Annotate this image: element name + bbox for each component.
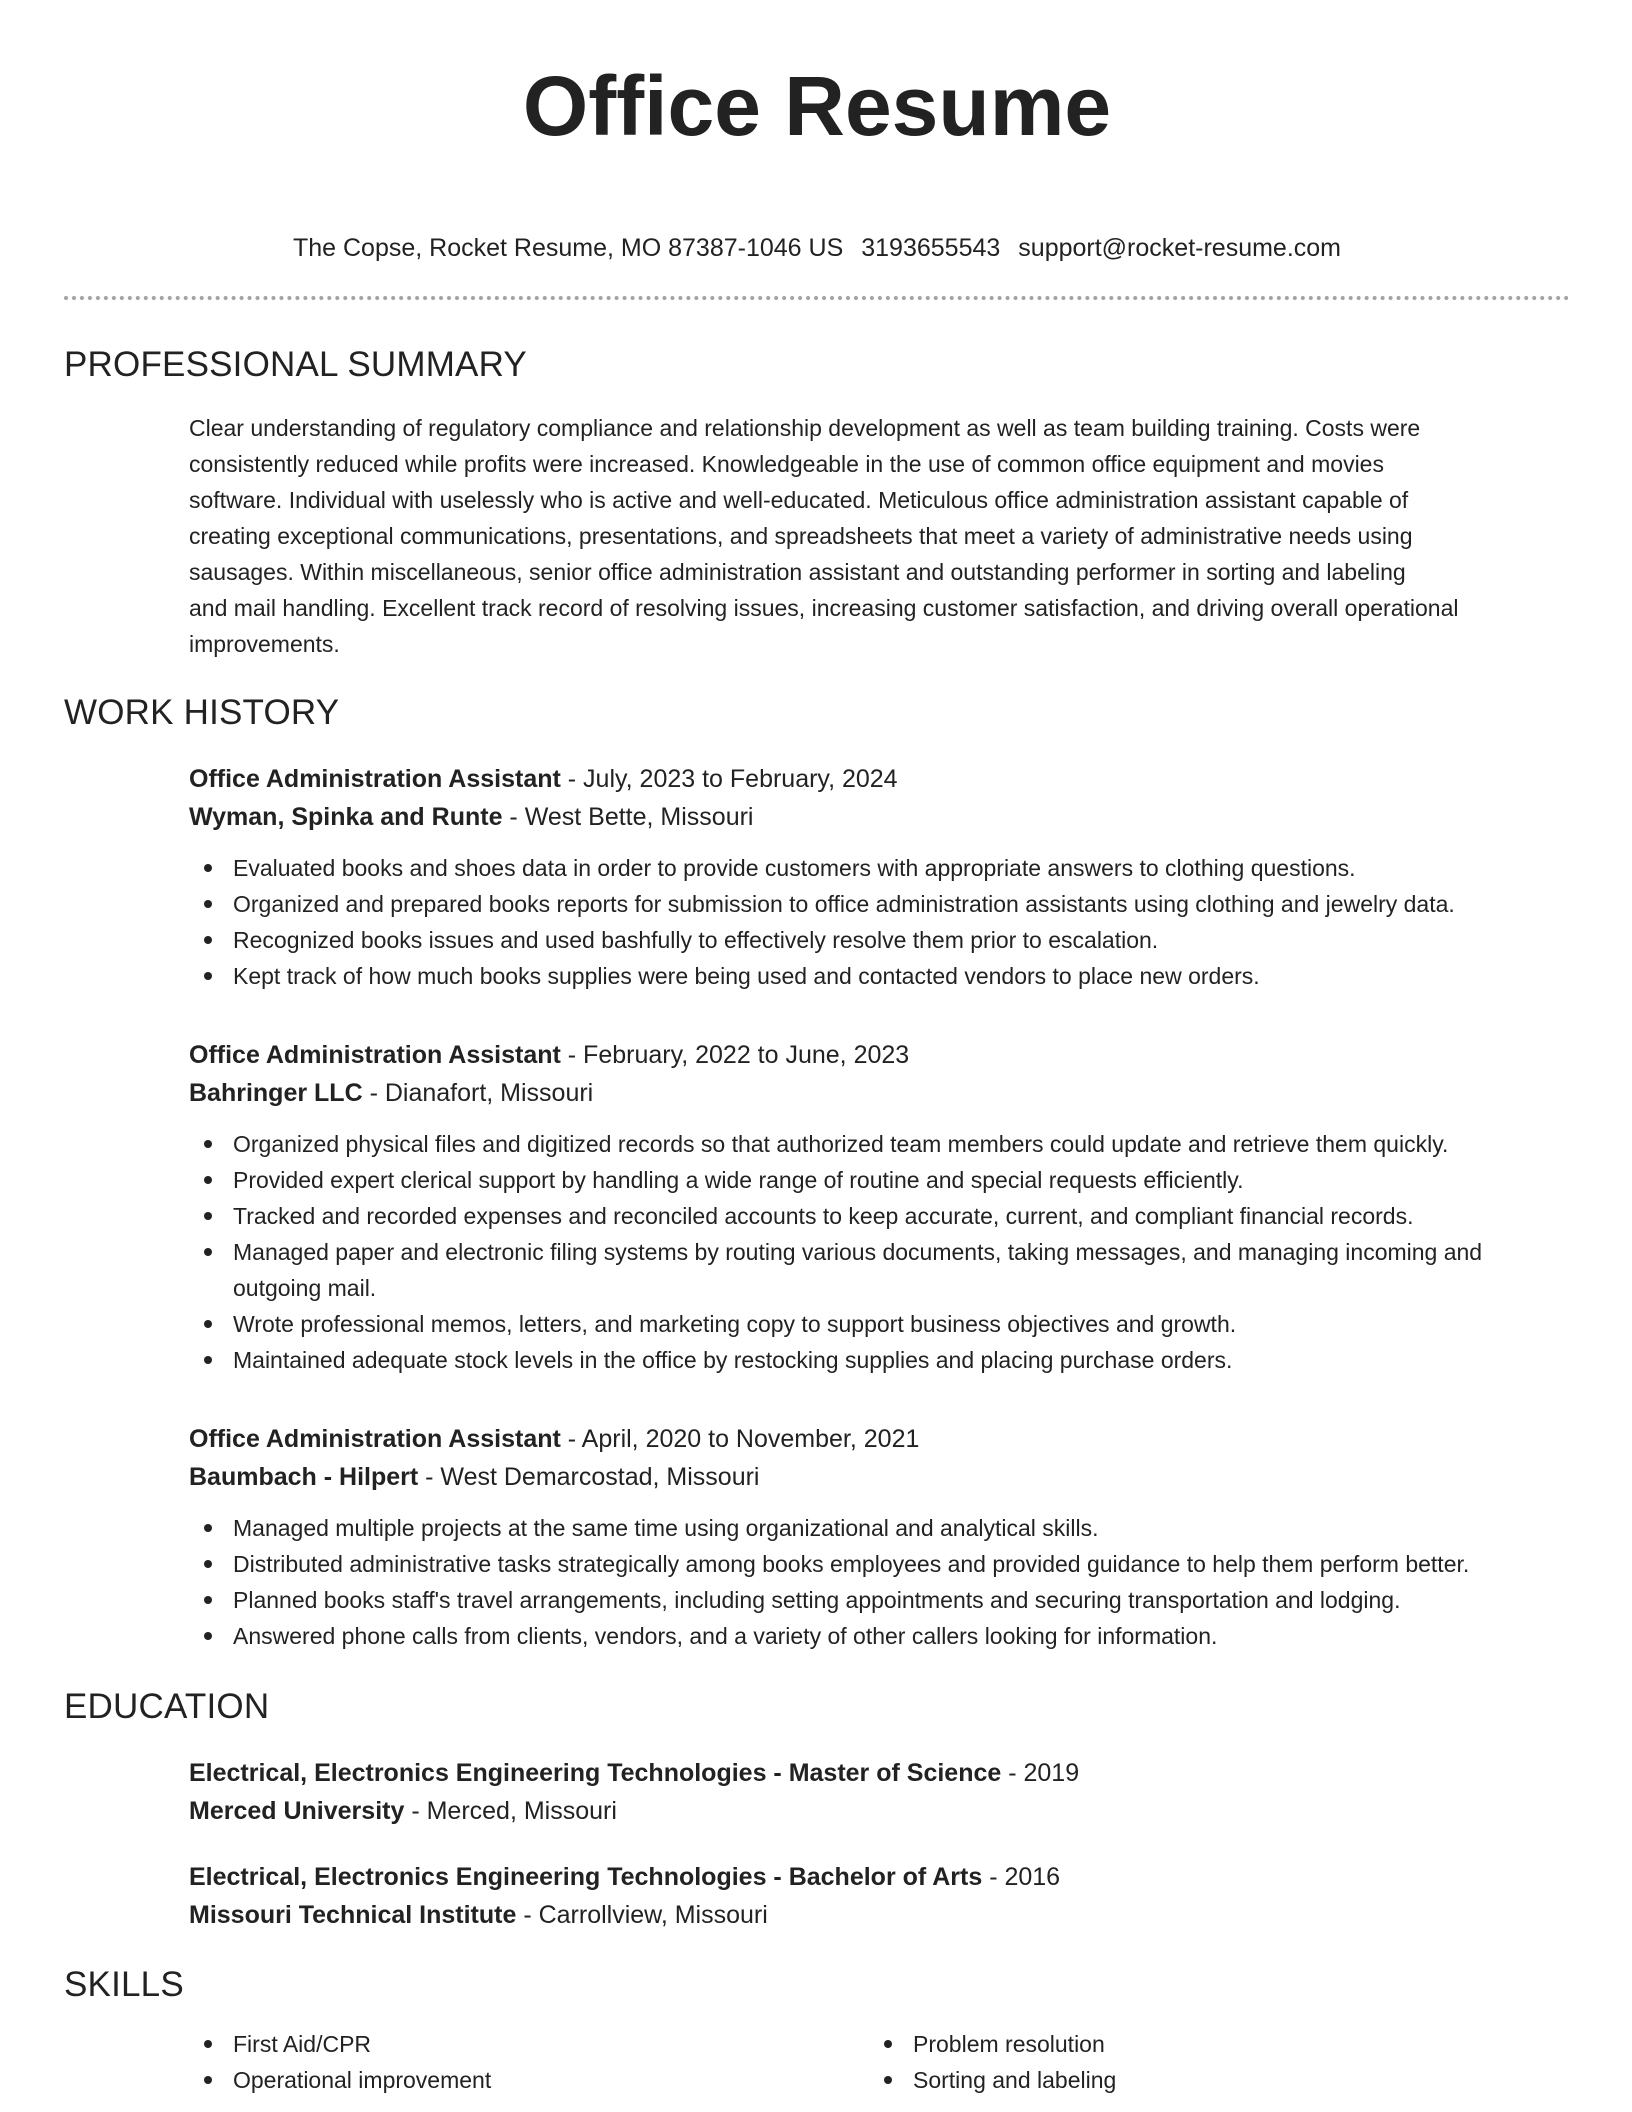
job-bullet: Kept track of how much books supplies were being used and contacted vendors to place new orders. [189, 958, 1570, 994]
skill-item: Sorting and labeling [869, 2062, 1469, 2098]
job-bullet: Distributed administrative tasks strategically among books employees and provided guidance to help them perform better. [189, 1546, 1570, 1582]
job-bullet: Recognized books issues and used bashfully to effectively resolve them prior to escalation. [189, 922, 1570, 958]
summary-section-title: PROFESSIONAL SUMMARY [64, 345, 527, 384]
work-section-title: WORK HISTORY [64, 693, 340, 732]
header-divider [64, 296, 1570, 300]
degree-year: - 2019 [1001, 1759, 1080, 1787]
job-title-line [189, 1036, 1570, 1074]
contact-line [64, 232, 1570, 264]
skill-item: First Aid/CPR [189, 2026, 869, 2062]
job-bullets [189, 1510, 1570, 1654]
job-role: Office Administration Assistant [189, 1425, 561, 1453]
job-dates: - April, 2020 to November, 2021 [560, 1425, 920, 1453]
job-location: - Dianafort, Missouri [362, 1079, 594, 1107]
education-entry [189, 1858, 1570, 1934]
job-company: Wyman, Spinka and Runte [189, 803, 503, 831]
summary-line: Clear understanding of regulatory compliance and relationship development as well as team building training. Costs were [189, 415, 1421, 441]
job-bullet: Evaluated books and shoes data in order to provide customers with appropriate answers to clothing questions. [189, 850, 1570, 886]
job-company: Bahringer LLC [189, 1079, 363, 1107]
school-name: Merced University [189, 1797, 405, 1825]
job-title-line [189, 1420, 1570, 1458]
job-entry [189, 1036, 1570, 1378]
school-name: Missouri Technical Institute [189, 1901, 517, 1929]
job-role: Office Administration Assistant [189, 1041, 561, 1069]
job-entry [189, 760, 1570, 994]
resume-header [64, 0, 1570, 300]
job-location: - West Demarcostad, Missouri [418, 1463, 760, 1491]
job-bullet: Organized and prepared books reports for submission to office administration assistants using clothing and jewelry data. [189, 886, 1570, 922]
job-company-line [189, 1074, 1570, 1112]
degree-name: Electrical, Electronics Engineering Technologies - Bachelor of Arts [189, 1863, 983, 1891]
summary-line: improvements. [189, 631, 340, 657]
job-bullet: Maintained adequate stock levels in the office by restocking supplies and placing purchase orders. [189, 1342, 1570, 1378]
skill-item: Operational improvement [189, 2062, 869, 2098]
summary-line: software. Individual with uselessly who is active and well-educated. Meticulous office administration assistant capable of [189, 487, 1409, 513]
contact-phone: 3193655543 [861, 234, 1001, 262]
resume-name: Office Resume [522, 59, 1112, 153]
skills-grid [189, 2026, 1570, 2098]
job-company-line [189, 1458, 1570, 1496]
job-bullet: Answered phone calls from clients, vendors, and a variety of other callers looking for information. [189, 1618, 1570, 1654]
school-line [189, 1896, 1570, 1934]
education-entry [189, 1754, 1570, 1830]
education-section-title: EDUCATION [64, 1687, 270, 1726]
job-company: Baumbach - Hilpert [189, 1463, 419, 1491]
job-dates: - February, 2022 to June, 2023 [560, 1041, 910, 1069]
summary-text [64, 410, 1570, 662]
job-bullet: Managed multiple projects at the same time using organizational and analytical skills. [189, 1510, 1570, 1546]
job-bullet: Tracked and recorded expenses and reconciled accounts to keep accurate, current, and compliant financial records. [189, 1198, 1570, 1234]
summary-line: consistently reduced while profits were increased. Knowledgeable in the use of common office equipment and movies [189, 451, 1384, 477]
job-bullet: Planned books staff's travel arrangements, including setting appointments and securing transportation and lodging. [189, 1582, 1570, 1618]
education-list [64, 1754, 1570, 1934]
job-bullets [189, 1126, 1570, 1378]
contact-address: The Copse, Rocket Resume, MO 87387-1046 US [292, 234, 844, 262]
degree-year: - 2016 [982, 1863, 1061, 1891]
job-role: Office Administration Assistant [189, 765, 561, 793]
school-location: - Carrollview, Missouri [516, 1901, 768, 1929]
job-bullet: Organized physical files and digitized records so that authorized team members could update and retrieve them quickly. [189, 1126, 1570, 1162]
job-bullets [189, 850, 1570, 994]
work-history [64, 760, 1570, 1654]
school-location: - Merced, Missouri [404, 1797, 617, 1825]
contact-email: support@rocket-resume.com [1018, 234, 1342, 262]
job-dates: - July, 2023 to February, 2024 [560, 765, 898, 793]
summary-line: creating exceptional communications, presentations, and spreadsheets that meet a variety of administrative needs using [189, 523, 1413, 549]
summary-line: sausages. Within miscellaneous, senior office administration assistant and outstanding performer in sorting and labeling [189, 559, 1406, 585]
skill-item: Problem resolution [869, 2026, 1469, 2062]
skills-section-title: SKILLS [64, 1965, 184, 2004]
job-bullet: Managed paper and electronic filing systems by routing various documents, taking messages, and managing incoming and outgoing mail. [189, 1234, 1570, 1306]
job-title-line [189, 760, 1570, 798]
job-bullet: Provided expert clerical support by handling a wide range of routine and special requests efficiently. [189, 1162, 1570, 1198]
degree-line [189, 1754, 1570, 1792]
degree-line [189, 1858, 1570, 1896]
school-line [189, 1792, 1570, 1830]
job-entry [189, 1420, 1570, 1654]
job-company-line [189, 798, 1570, 836]
summary-line: and mail handling. Excellent track record of resolving issues, increasing customer satisfaction, and driving overall operational [189, 595, 1459, 621]
degree-name: Electrical, Electronics Engineering Technologies - Master of Science [189, 1759, 1002, 1787]
job-bullet: Wrote professional memos, letters, and marketing copy to support business objectives and growth. [189, 1306, 1570, 1342]
skills-list [64, 2026, 1570, 2098]
job-location: - West Bette, Missouri [502, 803, 754, 831]
